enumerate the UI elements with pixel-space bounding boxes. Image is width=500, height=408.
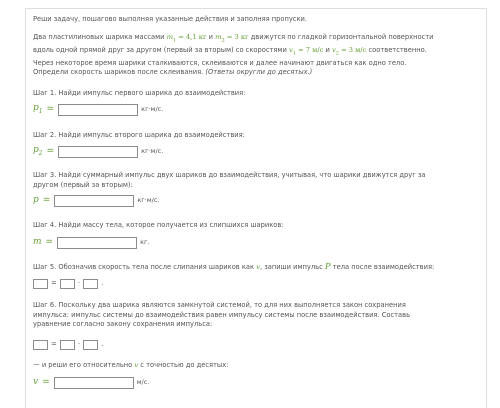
unit-label: кг·м/с. — [141, 147, 164, 156]
step-2-answer: $p_2$ = кг·м/с. — [33, 145, 164, 157]
step-4-answer: m = кг. — [33, 237, 150, 248]
velocity-input[interactable] — [54, 377, 134, 389]
step6-input-3[interactable] — [83, 340, 98, 350]
unit-label: м/с. — [136, 378, 150, 387]
variable-label: v — [33, 377, 39, 388]
step6-input-1[interactable] — [33, 340, 48, 350]
unit-label: кг. — [140, 238, 150, 247]
step-6-text: Шаг 6. Поскольку два шарика являются замкнутой системой, то для них выполняется закон сохранения импульса: импульс системы до взаимодействия равен импульсу системы после взаимодействия. Составь уравнение согласно закону сохранения импульса: — [33, 301, 411, 329]
step5-input-2[interactable] — [60, 279, 75, 289]
step-3-answer: p = кг·м/с. — [33, 195, 160, 206]
step-5-answer: = · . — [33, 279, 106, 289]
step-1-text: Шаг 1. Найди импульс первого шарика до взаимодействия: — [33, 89, 246, 97]
p-total-input[interactable] — [54, 195, 134, 207]
step6-input-2[interactable] — [60, 340, 75, 350]
variable-label: $p_2$ — [33, 145, 43, 157]
p1-input[interactable] — [58, 104, 138, 116]
step-4-text: Шаг 4. Найди массу тела, которое получается из слипшихся шариков: — [33, 221, 284, 229]
final-text: — и реши его относительно v с точностью до десятых: — [33, 361, 229, 369]
variable-label: p — [33, 195, 39, 206]
unit-label: кг·м/с. — [141, 105, 164, 114]
unit-label: кг·м/с. — [137, 196, 160, 205]
step-2-text: Шаг 2. Найди импульс второго шарика до взаимодействия: — [33, 131, 245, 139]
mass-input[interactable] — [57, 237, 137, 249]
task-intro: Реши задачу, пошагово выполняя указанные действия и заполняя пропуски. — [33, 15, 307, 23]
variable-label: $p_1$ — [33, 103, 43, 115]
step5-input-1[interactable] — [33, 279, 48, 289]
step5-input-3[interactable] — [83, 279, 98, 289]
p2-input[interactable] — [58, 146, 138, 158]
step-5-text: Шаг 5. Обозначив скорость тела после слипания шариков как v, запиши импульс P тела после взаимодействия: — [33, 262, 435, 272]
problem-statement: Два пластилиновых шарика массами $m_1 = 4,1$ кг и $m_2 = 3$ кг движутся по гладкой горизонтальной поверхности вдоль одной прямой друг за другом (первый за вторым) со скоростями $v_1 = 7$ м/с и $v_2 = 3$ м/с соответственно. Через некоторое время шарики сталкиваются, склеиваются и далее начинают двигаться как одно тело. Определи скорость шариков после склеивания. (Ответы округли до десятых.) — [33, 33, 434, 77]
step-1-answer: $p_1$ = кг·м/с. — [33, 103, 164, 115]
variable-label: m — [33, 237, 42, 248]
step-6-answer: = · . — [33, 340, 106, 350]
step-3-text: Шаг 3. Найди суммарный импульс двух шариков до взаимодействия, учитывая, что шарики движутся друг за другом (первый за вторым): — [33, 171, 426, 189]
task-card — [25, 8, 487, 408]
final-answer: v = м/с. — [33, 377, 150, 388]
